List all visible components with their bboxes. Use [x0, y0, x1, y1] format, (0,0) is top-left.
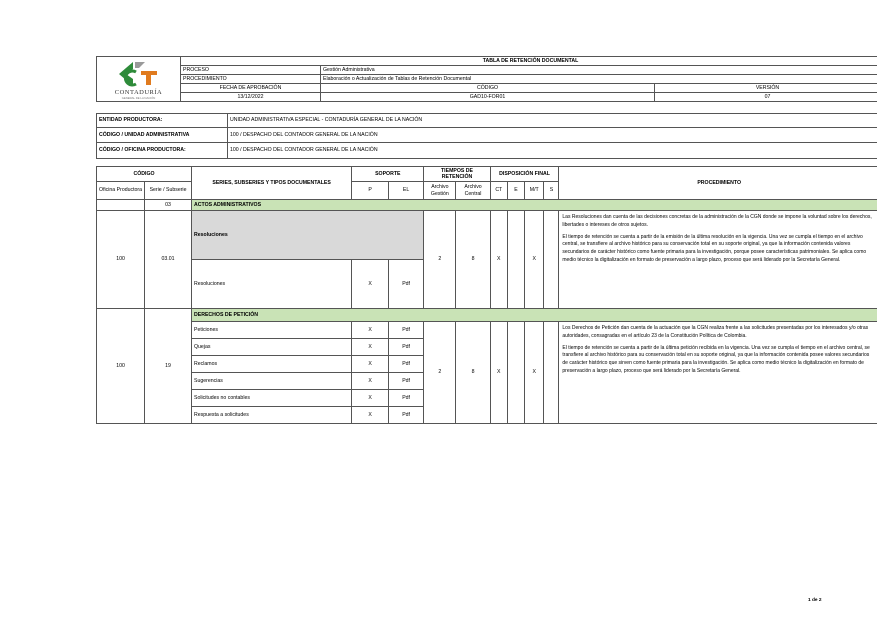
- unidad-label: CÓDIGO / UNIDAD ADMINISTRATIVA: [97, 128, 228, 143]
- tipo-p: X: [352, 407, 389, 424]
- tipo-p: X: [352, 373, 389, 390]
- col-procedimiento: PROCEDIMIENTO: [559, 167, 877, 200]
- tipo-documental: Reclamos: [192, 356, 352, 373]
- archivo-gestion-value: 2: [424, 322, 456, 424]
- version-value: 07: [655, 93, 877, 102]
- col-disposicion: DISPOSICIÓN FINAL: [490, 167, 559, 182]
- tipo-el: Pdf: [388, 322, 423, 339]
- table-row: [97, 200, 877, 211]
- codigo-value: GAD10-FOR01: [321, 93, 655, 102]
- col-p: P: [352, 182, 389, 200]
- contaduria-logo-icon: [115, 59, 163, 89]
- serie-name: DERECHOS DE PETICIÓN: [192, 309, 877, 322]
- tipo-p: X: [352, 339, 389, 356]
- serie-name: ACTOS ADMINISTRATIVOS: [192, 200, 877, 211]
- archivo-central-value: 8: [456, 322, 490, 424]
- document-header: [96, 56, 877, 102]
- table-row: [97, 309, 877, 322]
- document-title: TABLA DE RETENCIÓN DOCUMENTAL: [181, 57, 877, 66]
- entidad-label: ENTIDAD PRODUCTORA:: [97, 114, 228, 128]
- unidad-value: 100 / DESPACHO DEL CONTADOR GENERAL DE LA NACIÓN: [228, 128, 877, 143]
- procedimiento-text: [559, 211, 877, 309]
- procedimiento-paragraph: El tiempo de retención se cuenta a partir de la última petición recibida en la vigencia. Una vez se cumpla el tiempo en el archivo central, se transfiere al archivo histórico para su conservación total en su soporte original, ya que la información contenida posee valores secundarios de carácter histórico que sirven como fuente primaria para la investigación. Se aplica como medio técnico la digitalización en formato de preservación a largo plazo, proceso que será liderado por la Secretaría General.: [562, 344, 870, 374]
- codigo-label: CÓDIGO: [321, 84, 655, 93]
- tipo-documental: Respuesta a solicitudes: [192, 407, 352, 424]
- archivo-central-value: 8: [456, 211, 490, 309]
- oficina-label: CÓDIGO / OFICINA PRODUCTORA:: [97, 143, 228, 159]
- tipo-el: Pdf: [388, 260, 423, 309]
- serie-code: 19: [145, 309, 192, 424]
- col-e: E: [507, 182, 524, 200]
- procedimiento-paragraph: El tiempo de retención se cuenta a partir de la emisión de la última resolución en la vigencia. Una vez se cumpla el tiempo en el archivo central, se transfiere al archivo histórico para su conservación total en su soporte original, ya que la información contenida valores secundarios de carácter histórico como fuente primaria para la investigación, porque posee características patrimoniales. Se aplica como medio técnico la digitalización en formato de preservación a largo plazo, proceso que será liderado por la Secretaría General.: [562, 233, 867, 263]
- ct-value: X: [490, 211, 507, 309]
- subserie-code: 03.01: [145, 211, 192, 309]
- tipo-p: X: [352, 260, 389, 309]
- logo-cell: [97, 57, 181, 102]
- oficina-code: 100: [97, 309, 145, 424]
- logo-subtitle: GENERAL DE LA NACIÓN: [121, 95, 156, 100]
- tipo-el: Pdf: [388, 407, 423, 424]
- fecha-value: 13/12/2022: [181, 93, 321, 102]
- serie-code: 03: [145, 200, 192, 211]
- tipo-documental: Sugerencias: [192, 373, 352, 390]
- procedimiento-paragraph: Las Resoluciones dan cuenta de las decisiones concretas de la administración de la CGN donde se impone la voluntad sobre los derechos, libertades o intereses de otros sujetos.: [562, 214, 872, 228]
- oficina-code: 100: [97, 211, 145, 309]
- tipo-documental: Peticiones: [192, 322, 352, 339]
- table-row: [97, 322, 877, 339]
- tipo-documental: Quejas: [192, 339, 352, 356]
- col-tiempos: TIEMPOS DE RETENCIÓN: [424, 167, 490, 182]
- col-ct: CT: [490, 182, 507, 200]
- col-el: EL: [388, 182, 423, 200]
- tipo-p: X: [352, 356, 389, 373]
- col-s: S: [544, 182, 559, 200]
- tipo-p: X: [352, 390, 389, 407]
- page-number: 1 de 2: [808, 598, 822, 603]
- col-archivo-gestion: Archivo Gestión: [424, 182, 456, 200]
- procedimiento-label: PROCEDIMIENTO: [181, 75, 321, 84]
- mt-value: X: [525, 211, 544, 309]
- col-codigo: CÓDIGO: [97, 167, 192, 182]
- retention-table: [96, 166, 877, 424]
- col-oficina: Oficina Productora: [97, 182, 145, 200]
- fecha-label: FECHA DE APROBACIÓN: [181, 84, 321, 93]
- info-block: [96, 113, 877, 159]
- tipo-el: Pdf: [388, 373, 423, 390]
- tipo-el: Pdf: [388, 356, 423, 373]
- col-series-tipos: SERIES, SUBSERIES Y TIPOS DOCUMENTALES: [192, 167, 352, 200]
- procedimiento-text: [559, 322, 877, 424]
- tipo-el: Pdf: [388, 339, 423, 356]
- col-serie: Serie / Subserie: [145, 182, 192, 200]
- tipo-p: X: [352, 322, 389, 339]
- table-row: [97, 211, 877, 260]
- tipo-documental: Resoluciones: [192, 260, 352, 309]
- ct-value: X: [490, 322, 507, 424]
- proceso-value: Gestión Administrativa: [321, 66, 877, 75]
- col-archivo-central: Archivo Central: [456, 182, 490, 200]
- tipo-el: Pdf: [388, 390, 423, 407]
- version-label: VERSIÓN: [655, 84, 877, 93]
- procedimiento-value: Elaboración o Actualización de Tablas de Retención Documental: [321, 75, 877, 84]
- procedimiento-paragraph: Los Derechos de Petición dan cuenta de la actuación que la CGN realiza frente a las solicitudes presentadas por los interesados y/o otras autoridades, consagradas en el artículo 23 de la Constitución Política de Colombia.: [562, 325, 869, 339]
- archivo-gestion-value: 2: [424, 211, 456, 309]
- tipo-documental: Solicitudes no contables: [192, 390, 352, 407]
- subserie-name: Resoluciones: [192, 211, 424, 260]
- logo-name: CONTADURÍA: [114, 88, 163, 96]
- entidad-value: UNIDAD ADMINISTRATIVA ESPECIAL - CONTADURÍA GENERAL DE LA NACIÓN: [228, 114, 877, 128]
- col-mt: M/T: [525, 182, 544, 200]
- oficina-value: 100 / DESPACHO DEL CONTADOR GENERAL DE LA NACIÓN: [228, 143, 877, 159]
- col-soporte: SOPORTE: [352, 167, 424, 182]
- mt-value: X: [525, 322, 544, 424]
- proceso-label: PROCESO: [181, 66, 321, 75]
